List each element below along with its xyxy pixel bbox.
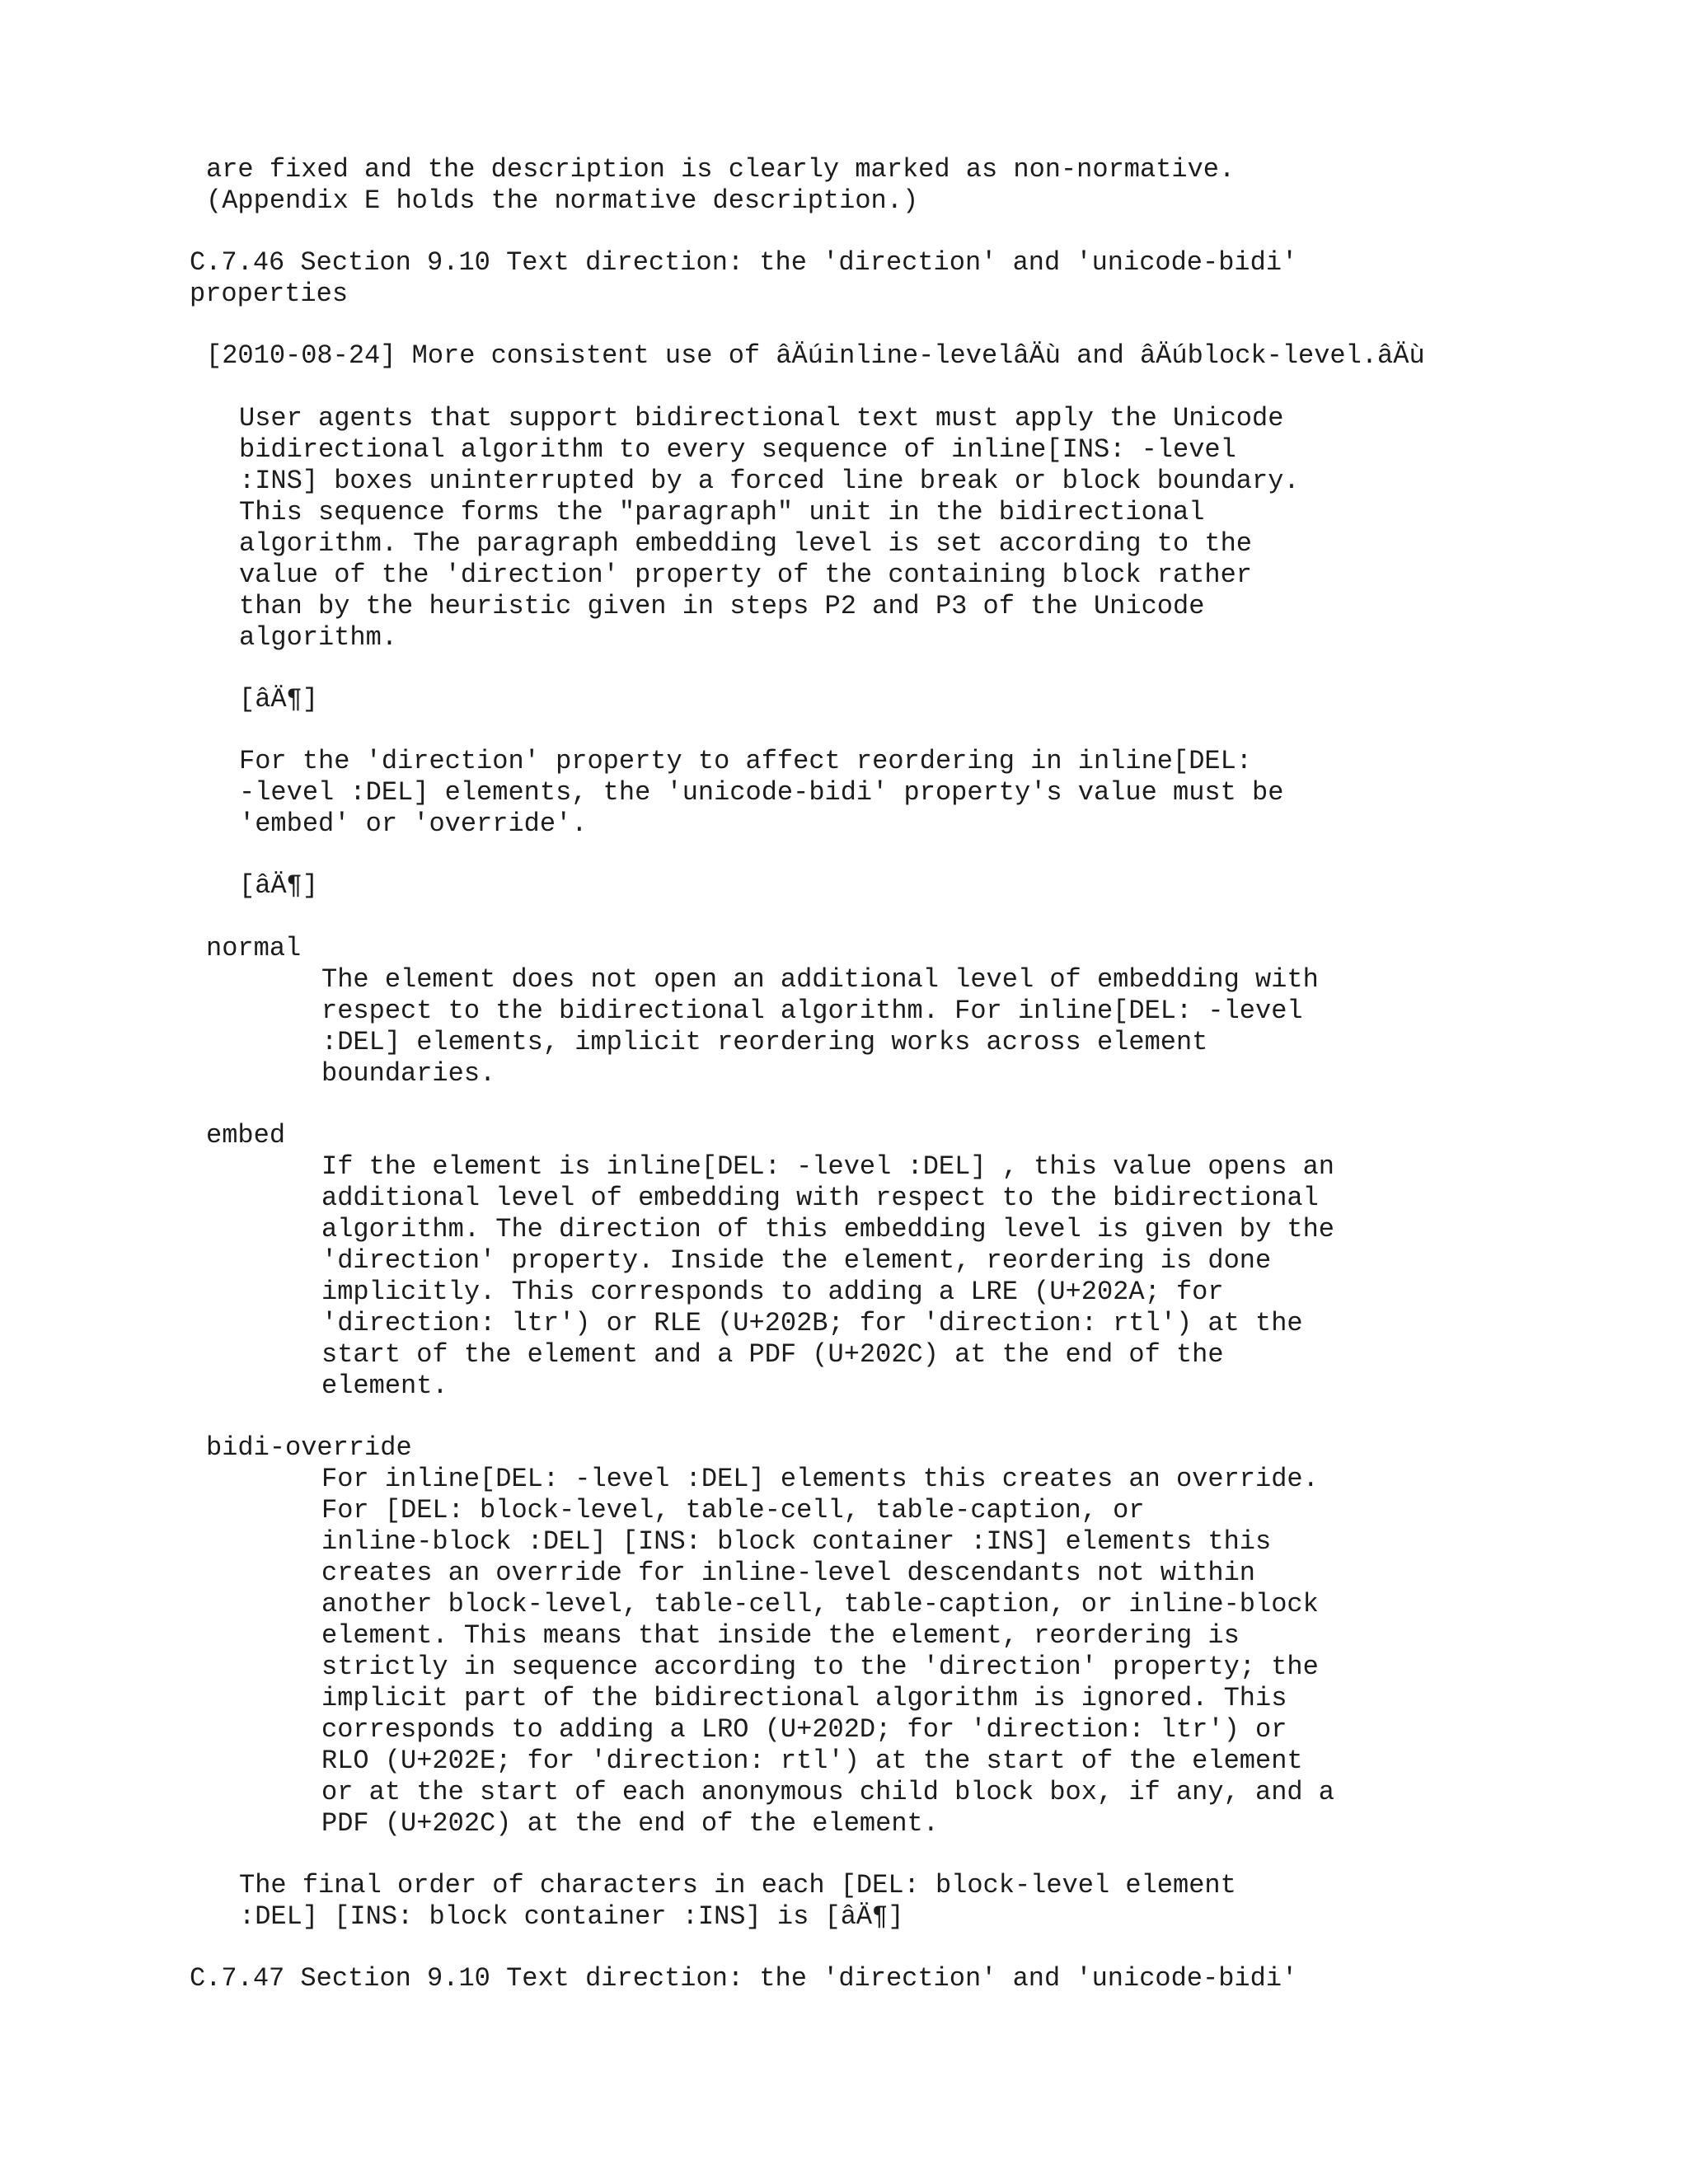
section-heading-c-7-46-continued: properties <box>190 279 349 309</box>
definition-line: creates an override for inline-level descendants not within <box>321 1558 1255 1588</box>
ellipsis-marker: [âÄ¶] <box>239 870 319 901</box>
definition-line: respect to the bidirectional algorithm. For inline[DEL: -level <box>321 996 1303 1026</box>
ellipsis-marker: [âÄ¶] <box>239 684 319 715</box>
definition-line: boundaries. <box>321 1058 496 1089</box>
paragraph-line: :INS] boxes uninterrupted by a forced line break or block boundary. <box>239 466 1300 496</box>
definition-line: algorithm. The direction of this embedding level is given by the <box>321 1214 1334 1244</box>
definition-line: start of the element and a PDF (U+202C) at the end of the <box>321 1339 1224 1370</box>
paragraph-line: algorithm. <box>239 622 398 653</box>
definition-line: For [DEL: block-level, table-cell, table-caption, or <box>321 1495 1145 1526</box>
definition-line: RLO (U+202E; for 'direction: rtl') at the start of the element <box>321 1746 1303 1776</box>
paragraph-line: For the 'direction' property to affect reordering in inline[DEL: <box>239 746 1252 776</box>
definition-line: another block-level, table-cell, table-caption, or inline-block <box>321 1589 1319 1619</box>
paragraph-line: bidirectional algorithm to every sequence of inline[INS: -level <box>239 434 1236 465</box>
definition-term-normal: normal <box>206 933 302 963</box>
definition-term-embed: embed <box>206 1120 286 1151</box>
paragraph-line: This sequence forms the "paragraph" unit in the bidirectional <box>239 497 1205 527</box>
paragraph-line: :DEL] [INS: block container :INS] is [âÄ¶] <box>239 1901 904 1932</box>
paragraph-line: than by the heuristic given in steps P2 and P3 of the Unicode <box>239 591 1205 621</box>
intro-line: are fixed and the description is clearly marked as non-normative. <box>206 154 1236 185</box>
intro-line: (Appendix E holds the normative description.) <box>206 185 919 216</box>
definition-line: 'direction: ltr') or RLE (U+202B; for 'direction: rtl') at the <box>321 1308 1303 1338</box>
definition-line: strictly in sequence according to the 'direction' property; the <box>321 1652 1319 1682</box>
definition-line: element. <box>321 1371 448 1401</box>
paragraph-line: algorithm. The paragraph embedding level is set according to the <box>239 528 1252 559</box>
paragraph-line: -level :DEL] elements, the 'unicode-bidi' property's value must be <box>239 777 1284 808</box>
definition-line: 'direction' property. Inside the element, reordering is done <box>321 1245 1272 1276</box>
definition-line: :DEL] elements, implicit reordering works across element <box>321 1027 1208 1057</box>
definition-line: element. This means that inside the element, reordering is <box>321 1620 1240 1651</box>
definition-line: The element does not open an additional level of embedding with <box>321 964 1319 995</box>
definition-line: For inline[DEL: -level :DEL] elements this creates an override. <box>321 1464 1319 1494</box>
paragraph-line: User agents that support bidirectional text must apply the Unicode <box>239 403 1284 434</box>
section-heading-c-7-47: C.7.47 Section 9.10 Text direction: the 'direction' and 'unicode-bidi' <box>190 1963 1298 1994</box>
definition-term-bidi-override: bidi-override <box>206 1432 412 1463</box>
change-note: [2010-08-24] More consistent use of âÄúinline-levelâÄù and âÄúblock-level.âÄù <box>206 340 1425 371</box>
definition-line: If the element is inline[DEL: -level :DEL] , this value opens an <box>321 1151 1334 1182</box>
definition-line: implicit part of the bidirectional algorithm is ignored. This <box>321 1683 1287 1713</box>
paragraph-line: value of the 'direction' property of the containing block rather <box>239 560 1252 590</box>
section-heading-c-7-46: C.7.46 Section 9.10 Text direction: the 'direction' and 'unicode-bidi' <box>190 247 1298 278</box>
definition-line: additional level of embedding with respect to the bidirectional <box>321 1183 1319 1213</box>
definition-line: inline-block :DEL] [INS: block container :INS] elements this <box>321 1526 1272 1557</box>
paragraph-line: The final order of characters in each [DEL: block-level element <box>239 1870 1236 1900</box>
paragraph-line: 'embed' or 'override'. <box>239 808 588 839</box>
definition-line: PDF (U+202C) at the end of the element. <box>321 1808 939 1839</box>
definition-line: corresponds to adding a LRO (U+202D; for 'direction: ltr') or <box>321 1714 1287 1745</box>
definition-line: or at the start of each anonymous child block box, if any, and a <box>321 1777 1334 1807</box>
definition-line: implicitly. This corresponds to adding a LRE (U+202A; for <box>321 1277 1224 1307</box>
